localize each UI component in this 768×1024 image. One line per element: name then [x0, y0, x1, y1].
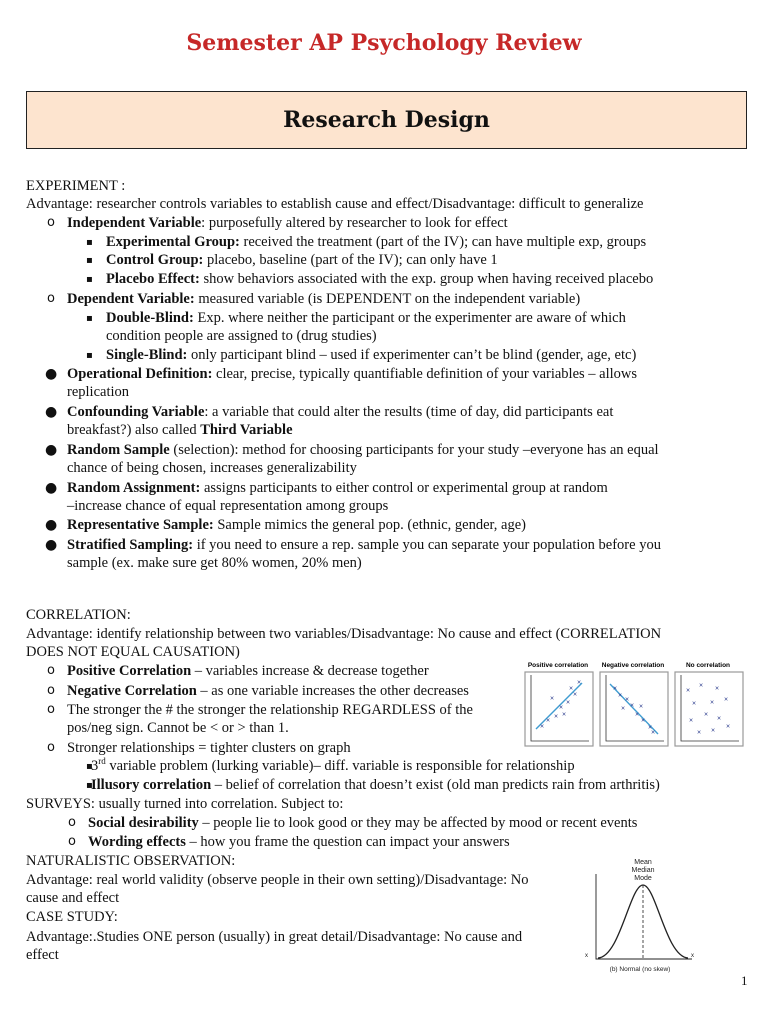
single-text: only participant blind – used if experimenter can’t be blind (gender, age, etc)	[187, 347, 637, 363]
control-group-line	[106, 251, 498, 269]
control-text: placebo, baseline (part of the IV); can only have 1	[203, 252, 498, 268]
third-text: variable problem (lurking variable)– diff. variable is responsible for relationship	[105, 758, 575, 774]
random-sample-line	[67, 441, 659, 459]
section-title: Research Design	[283, 107, 490, 133]
axis-right-label: x	[691, 953, 694, 959]
double-text: Exp. where neither the participant or the experimenter are aware of which	[193, 310, 626, 326]
social-text: – people lie to look good or they may be affected by mood or recent events	[198, 815, 638, 831]
scatter-point: ×	[710, 727, 716, 735]
social-term: Social desirability	[88, 815, 199, 831]
scatter-point: ×	[617, 692, 623, 700]
opdef-term: Operational Definition:	[67, 366, 213, 382]
random-sample-line-2: chance of being chosen, increases generalizability	[67, 460, 357, 476]
square-bullet: ▪	[86, 237, 93, 248]
repsample-text: Sample mimics the general pop. (ethnic, gender, age)	[213, 517, 527, 533]
illusory-line	[91, 776, 660, 794]
correlation-scatter-figure	[523, 658, 745, 750]
scatter-point: ×	[634, 711, 640, 719]
exp-group-line	[106, 233, 646, 251]
stratified-line	[67, 536, 661, 554]
repsample-term: Representative Sample:	[67, 517, 214, 533]
third-sup: rd	[98, 756, 106, 767]
scatter-point: ×	[545, 717, 551, 725]
strat-text: if you need to ensure a rep. sample you can separate your population before you	[193, 537, 661, 553]
scatter-point: ×	[714, 685, 720, 693]
opdef-text: clear, precise, typically quantifiable definition of your variables – allows	[212, 366, 638, 382]
stratified-line-2: sample (ex. make sure get 80% women, 20% men)	[67, 555, 362, 571]
positive-correlation-line	[67, 662, 429, 680]
exp-group-text: received the treatment (part of the IV); can have multiple exp, groups	[239, 234, 647, 250]
double-blind-line	[106, 309, 626, 327]
neg-term: Negative Correlation	[67, 683, 197, 699]
placebo-text: show behaviors associated with the exp. group when having received placebo	[199, 271, 654, 287]
case-study-advantage-2: effect	[26, 947, 59, 963]
o-bullet: o	[47, 291, 55, 306]
rep-sample-line	[67, 516, 526, 534]
social-desirability-line	[88, 814, 637, 832]
scatter-point: ×	[565, 699, 571, 707]
median-label: Median	[631, 867, 655, 874]
surveys-heading: SURVEYS: usually turned into correlation. Subject to:	[26, 796, 344, 812]
wording-effects-line	[88, 833, 510, 851]
illusory-text: – belief of correlation that doesn’t exist (old man predicts rain from arthritis)	[211, 777, 660, 793]
third-variable-line	[91, 757, 575, 775]
o-bullet: o	[47, 663, 55, 678]
round-bullet: ●	[45, 366, 58, 382]
scatter-point: ×	[561, 711, 567, 719]
stronger-number-line: The stronger the # the stronger the relationship REGARDLESS of the	[67, 702, 473, 718]
scatter-point: ×	[572, 691, 578, 699]
scatter-point: ×	[640, 717, 646, 725]
third-variable-term: Third Variable	[200, 422, 293, 438]
o-bullet: o	[47, 683, 55, 698]
experiment-advantage: Advantage: researcher controls variables to establish cause and effect/Disadvantage: difficult to generalize	[26, 196, 644, 212]
naturalistic-advantage-2: cause and effect	[26, 890, 120, 906]
round-bullet: ●	[45, 404, 58, 420]
placebo-term: Placebo Effect:	[106, 271, 200, 287]
correlation-advantage: Advantage: identify relationship between two variables/Disadvantage: No cause and effect (CORRELATION	[26, 626, 662, 642]
axis-left-label: x	[585, 953, 588, 959]
confound-text-2: breakfast?) also called	[67, 422, 201, 438]
square-bullet: ▪	[86, 780, 93, 791]
pos-text: – variables increase & decrease together	[191, 663, 429, 679]
wording-text: – how you frame the question can impact your answers	[185, 834, 510, 850]
o-bullet: o	[47, 702, 55, 717]
iv-line	[67, 214, 508, 232]
scatter-point: ×	[624, 696, 630, 704]
scatter-point: ×	[568, 685, 574, 693]
normal-caption: (b) Normal (no skew)	[609, 966, 671, 973]
round-bullet: ●	[45, 480, 58, 496]
scatter-point: ×	[647, 724, 653, 732]
iv-text: : purposefully altered by researcher to look for effect	[201, 215, 508, 231]
mode-label: Mode	[634, 875, 652, 882]
control-term: Control Group:	[106, 252, 204, 268]
panel-label-positive: Positive correlation	[527, 662, 589, 669]
random-assignment-line	[67, 479, 608, 497]
pos-term: Positive Correlation	[67, 663, 192, 679]
scatter-point: ×	[549, 695, 555, 703]
iv-term: Independent Variable	[67, 215, 202, 231]
scatter-point: ×	[685, 687, 691, 695]
placebo-line	[106, 270, 653, 288]
single-term: Single-Blind:	[106, 347, 188, 363]
scatter-point: ×	[553, 713, 559, 721]
exp-group-term: Experimental Group:	[106, 234, 240, 250]
scatter-point: ×	[725, 723, 731, 731]
page-number: 1	[741, 973, 748, 988]
scatter-point: ×	[709, 699, 715, 707]
round-bullet: ●	[45, 442, 58, 458]
confound-line-2	[67, 421, 293, 439]
round-bullet: ●	[45, 537, 58, 553]
naturalistic-advantage: Advantage: real world validity (observe people in their own setting)/Disadvantage: No	[26, 872, 529, 888]
rsample-text: (selection): method for choosing participants for your study –everyone has an equal	[169, 442, 659, 458]
correlation-advantage-2: DOES NOT EQUAL CAUSATION)	[26, 644, 240, 660]
single-blind-line	[106, 346, 636, 364]
tighter-clusters-line: Stronger relationships = tighter clusters on graph	[67, 740, 351, 756]
rassign-text: assigns participants to either control or experimental group at random	[200, 480, 608, 496]
wording-term: Wording effects	[88, 834, 186, 850]
scatter-point: ×	[691, 700, 697, 708]
square-bullet: ▪	[86, 274, 93, 285]
document-title: Semester AP Psychology Review	[186, 30, 582, 56]
normal-distribution-figure	[580, 855, 700, 977]
confound-text: : a variable that could alter the results (time of day, did participants eat	[204, 404, 614, 420]
confound-term: Confounding Variable	[67, 404, 205, 420]
double-blind-line-2: condition people are assigned to (drug studies)	[106, 328, 377, 344]
case-study-advantage: Advantage:.Studies ONE person (usually) in great detail/Disadvantage: No cause and	[26, 929, 523, 945]
o-bullet: o	[68, 815, 76, 830]
scatter-point: ×	[539, 723, 545, 731]
panel-label-none: No correlation	[685, 662, 731, 669]
scatter-point: ×	[612, 685, 618, 693]
illusory-term: Illusory correlation	[91, 777, 212, 793]
round-bullet: ●	[45, 517, 58, 533]
scatter-point: ×	[620, 705, 626, 713]
section-header-box	[26, 91, 747, 149]
scatter-point: ×	[650, 729, 656, 737]
scatter-point: ×	[576, 679, 582, 687]
dv-line	[67, 290, 580, 308]
confound-line	[67, 403, 613, 421]
o-bullet: o	[68, 834, 76, 849]
rassign-term: Random Assignment:	[67, 480, 201, 496]
o-bullet: o	[47, 740, 55, 755]
square-bullet: ▪	[86, 255, 93, 266]
mean-label: Mean	[634, 859, 652, 866]
o-bullet: o	[47, 215, 55, 230]
opdef-line-2: replication	[67, 384, 130, 400]
scatter-point: ×	[638, 703, 644, 711]
no-correlation-panel	[675, 672, 743, 746]
scatter-point: ×	[696, 729, 702, 737]
square-bullet: ▪	[86, 313, 93, 324]
negative-correlation-line	[67, 682, 469, 700]
scatter-point: ×	[629, 702, 635, 710]
scatter-point: ×	[723, 696, 729, 704]
strat-term: Stratified Sampling:	[67, 537, 194, 553]
neg-text: – as one variable increases the other decreases	[196, 683, 469, 699]
scatter-point: ×	[703, 711, 709, 719]
random-assignment-line-2: –increase chance of equal representation among groups	[67, 498, 389, 514]
double-term: Double-Blind:	[106, 310, 194, 326]
opdef-line	[67, 365, 637, 383]
scatter-point: ×	[688, 717, 694, 725]
case-study-heading: CASE STUDY:	[26, 909, 118, 925]
naturalistic-heading: NATURALISTIC OBSERVATION:	[26, 853, 236, 869]
correlation-heading: CORRELATION:	[26, 607, 131, 623]
square-bullet: ▪	[86, 761, 93, 772]
scatter-point: ×	[558, 704, 564, 712]
scatter-point: ×	[716, 715, 722, 723]
rsample-term: Random Sample	[67, 442, 170, 458]
experiment-heading: EXPERIMENT :	[26, 178, 126, 194]
dv-text: measured variable (is DEPENDENT on the independent variable)	[194, 291, 581, 307]
panel-label-negative: Negative correlation	[601, 662, 665, 669]
scatter-point: ×	[698, 682, 704, 690]
stronger-number-line-2: pos/neg sign. Cannot be < or > than 1.	[67, 720, 289, 736]
third-num: 3	[91, 758, 99, 774]
normal-axes	[596, 874, 692, 959]
dv-term: Dependent Variable:	[67, 291, 195, 307]
square-bullet: ▪	[86, 350, 93, 361]
